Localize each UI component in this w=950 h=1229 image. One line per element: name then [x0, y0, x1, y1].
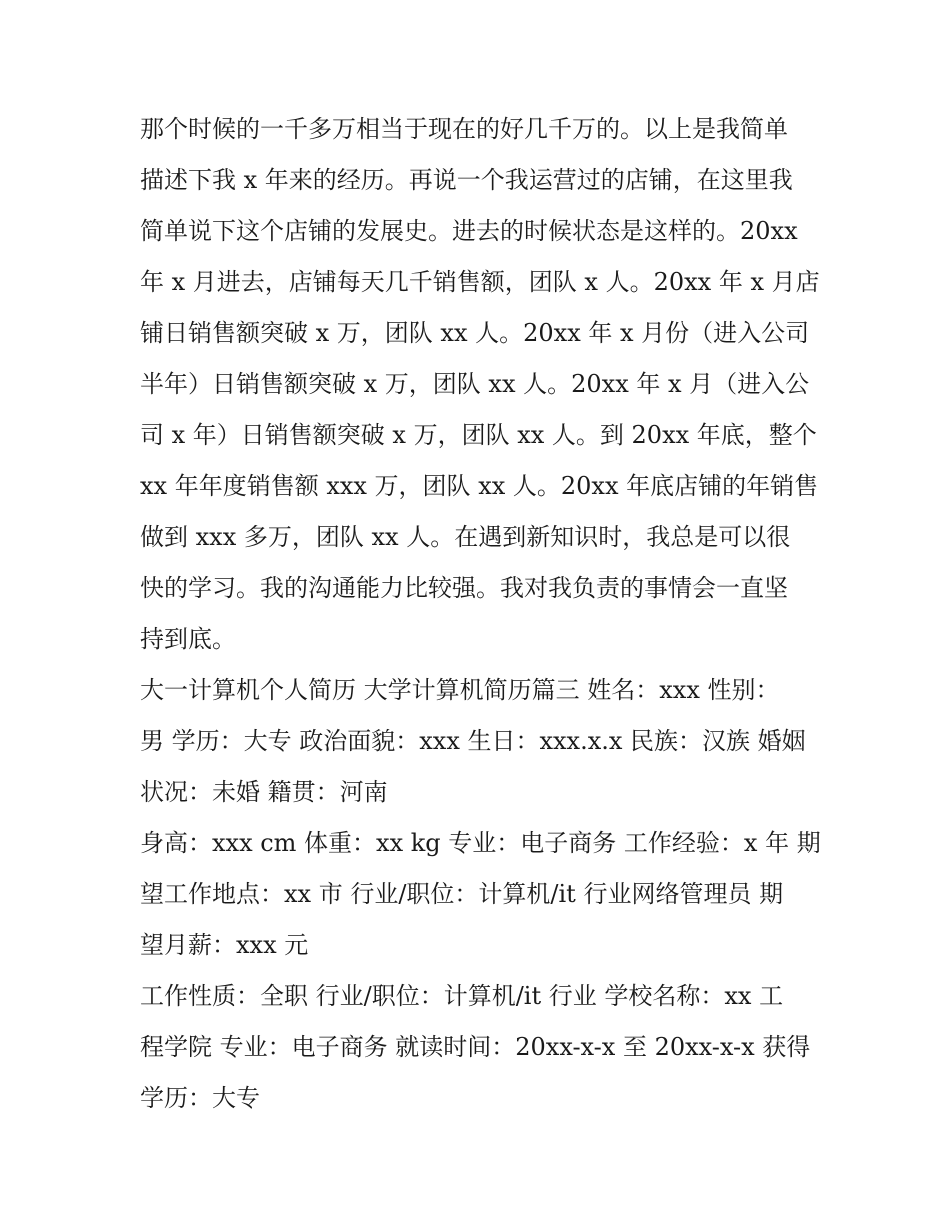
text-line: 工作性质：全职 行业/职位：计算机/it 行业 学校名称：xx 工	[140, 982, 784, 1010]
text-line: xx 年年度销售额 xxx 万，团队 xx 人。20xx 年底店铺的年销售	[140, 472, 819, 500]
text-line: 学历：大专	[140, 1084, 260, 1112]
text-line: 男 学历：大专 政治面貌：xxx 生日：xxx.x.x 民族：汉族 婚姻	[140, 727, 806, 755]
paragraph-store-history	[140, 104, 820, 665]
text-line: 身高：xxx cm 体重：xx kg 专业：电子商务 工作经验：x 年 期	[140, 829, 821, 857]
text-line: 描述下我 x 年来的经历。再说一个我运营过的店铺，在这里我	[140, 166, 793, 194]
text-line: 年 x 月进去，店铺每天几千销售额，团队 x 人。20xx 年 x 月店	[140, 268, 820, 296]
text-line: 大一计算机个人简历 大学计算机简历篇三 姓名：xxx 性别：	[140, 676, 780, 704]
text-line: 程学院 专业：电子商务 就读时间：20xx-x-x 至 20xx-x-x 获得	[140, 1033, 811, 1061]
text-line: 快的学习。我的沟通能力比较强。我对我负责的事情会一直坚	[140, 574, 788, 602]
text-line: 做到 xxx 多万，团队 xx 人。在遇到新知识时，我总是可以很	[140, 523, 791, 551]
paragraph-personal-info	[140, 665, 812, 818]
text-line: 状况：未婚 籍贯：河南	[140, 778, 388, 806]
text-line: 半年）日销售额突破 x 万，团队 xx 人。20xx 年 x 月（进入公	[140, 370, 810, 398]
text-line: 望月薪：xxx 元	[140, 931, 309, 959]
text-line: 简单说下这个店铺的发展史。进去的时候状态是这样的。20xx	[140, 217, 798, 245]
document-body	[140, 104, 821, 1124]
text-line: 持到底。	[140, 625, 236, 653]
text-line: 那个时候的一千多万相当于现在的好几千万的。以上是我简单	[140, 115, 788, 143]
paragraph-education	[140, 971, 812, 1124]
text-line: 望工作地点：xx 市 行业/职位：计算机/it 行业网络管理员 期	[140, 880, 784, 908]
text-line: 铺日销售额突破 x 万，团队 xx 人。20xx 年 x 月份（进入公司	[140, 319, 810, 347]
paragraph-job-expectation	[140, 818, 821, 971]
text-line: 司 x 年）日销售额突破 x 万，团队 xx 人。到 20xx 年底，整个	[140, 421, 817, 449]
